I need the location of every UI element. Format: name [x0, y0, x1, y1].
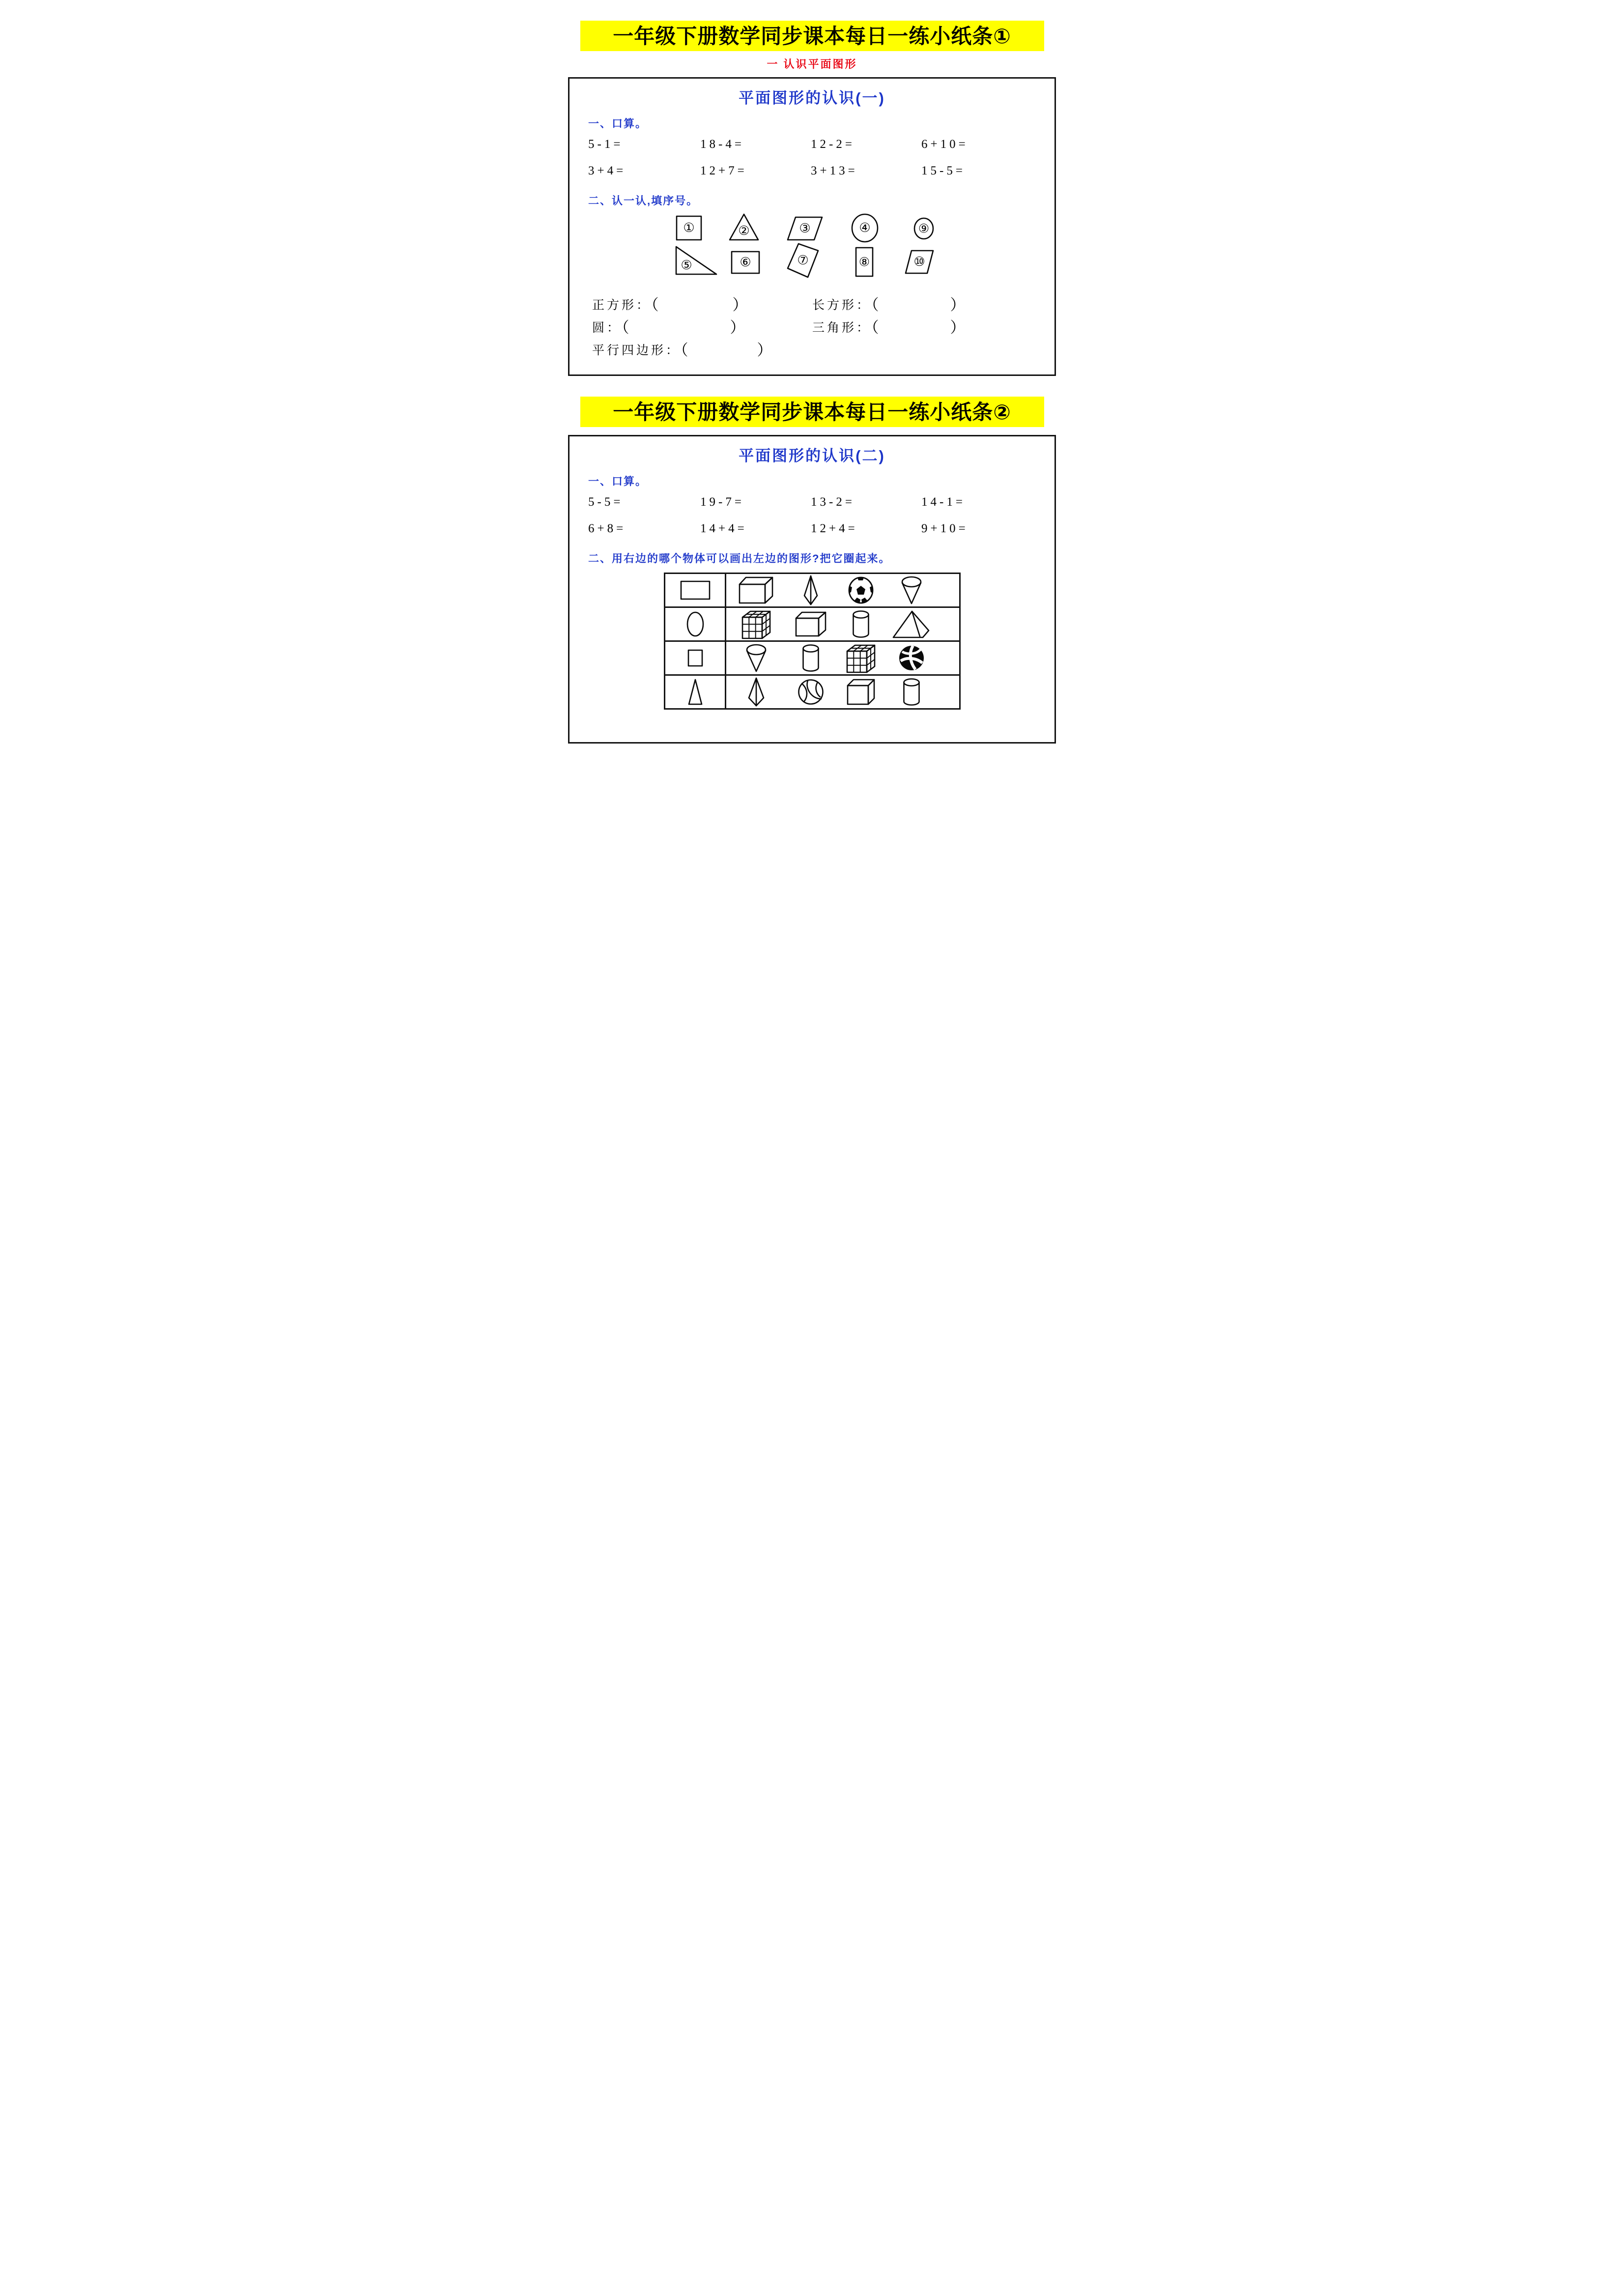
oral-problem: 12+7= [700, 164, 747, 177]
answer-label: 平行四边形： [592, 344, 681, 357]
numbered-shape-rectangle-outline [730, 250, 761, 275]
unit-subtitle: 一 认识平面图形 [767, 58, 857, 70]
answer-slot-circle [592, 315, 745, 337]
object-options-cell [726, 574, 959, 606]
sheet2-box [568, 435, 1056, 744]
paren-close: ） [730, 319, 745, 336]
oral-problem: 5-1= [588, 138, 624, 151]
soccer-ball-icon [848, 576, 874, 604]
answer-slot-triangle [812, 315, 966, 337]
numbered-shape-triangle-outline [728, 213, 760, 241]
banner-title-1: 一年级下册数学同步课本每日一练小纸条① [580, 21, 1044, 51]
table-row [665, 574, 959, 606]
target-shape-cell [665, 676, 726, 708]
object-cylinder [903, 678, 920, 706]
cylinder-icon [903, 678, 920, 706]
shape-number: ③ [799, 221, 811, 236]
cuboid-small-icon [795, 611, 826, 637]
object-triangular-prism [892, 610, 931, 638]
sheet1-answer-lines [570, 291, 1054, 359]
shape-number: ⑦ [797, 253, 809, 268]
paren-open: （ [681, 342, 688, 359]
target-shape-cell [665, 608, 726, 640]
numbered-shape-rotated-square-outline [786, 242, 820, 279]
numbered-shape-square-outline [675, 215, 703, 241]
sheet1-box [568, 77, 1056, 376]
cone-icon [744, 643, 768, 673]
target-shape-cell [665, 642, 726, 674]
answer-label: 长方形： [812, 299, 872, 312]
shape-number: ⑤ [681, 258, 692, 273]
object-cuboid-small [795, 611, 826, 637]
triangle-narrow-icon [687, 678, 703, 706]
object-cuboid [739, 576, 774, 604]
table-row [665, 674, 959, 708]
oral-problem: 6+10= [921, 138, 969, 151]
pyramid-top-icon [803, 575, 818, 605]
shape-number: ⑧ [858, 255, 870, 269]
basketball-icon [798, 679, 824, 705]
sheet1-title: 平面图形的认识(一) [739, 89, 885, 107]
shape-number: ⑩ [913, 255, 925, 269]
numbered-shape-parallelogram2-outline [904, 249, 935, 275]
answer-slot-square [592, 292, 748, 315]
numbered-shape-tall-rectangle-outline [855, 246, 874, 278]
cuboid-icon [739, 576, 774, 604]
paren-open: （ [871, 296, 879, 314]
shape-number: ④ [859, 221, 871, 235]
oral-problem: 3+4= [588, 164, 627, 177]
volleyball-icon [898, 645, 925, 671]
oral-math-row [570, 516, 1054, 543]
paren-open: （ [651, 296, 659, 314]
pyramid-top-wide-icon [748, 677, 765, 707]
answer-slot-parallelogram [592, 338, 772, 360]
rubik-cube-icon [846, 643, 876, 673]
square-small-icon [687, 649, 704, 667]
object-cylinder [852, 610, 870, 638]
shape-object-table [664, 573, 961, 710]
cylinder-icon [852, 610, 870, 638]
object-cylinder [802, 644, 820, 672]
oral-problem: 13-2= [811, 495, 855, 509]
worksheet-page [541, 0, 1083, 765]
answer-line-1 [570, 291, 1054, 314]
shape-number: ② [738, 224, 750, 238]
table-row [665, 640, 959, 674]
oral-problem: 5-5= [588, 495, 624, 509]
sheet1-oral-label: 一、口算。 [588, 117, 648, 130]
answer-line-2 [570, 314, 1054, 337]
sheet1-match-label: 二、认一认,填序号。 [588, 195, 699, 207]
oral-problem: 9+10= [921, 522, 969, 535]
answer-slot-rectangle [812, 292, 966, 315]
oral-problem: 12+4= [811, 522, 858, 535]
numbered-shape-right-triangle-outline [675, 245, 718, 276]
numbered-shape-parallelogram-outline [786, 216, 824, 241]
answer-label: 正方形： [592, 299, 652, 312]
object-options-cell [726, 608, 959, 640]
cone-icon [900, 575, 923, 605]
object-volleyball [898, 645, 925, 671]
oral-problem: 6+8= [588, 522, 627, 535]
sheet2-match-label: 二、用右边的哪个物体可以画出左边的图形?把它圈起来。 [588, 552, 891, 565]
oral-problem: 18-4= [700, 138, 744, 151]
paren-close: ） [950, 296, 966, 314]
sheet1-oral-problems [570, 132, 1054, 185]
cylinder-icon [802, 644, 820, 672]
oral-problem: 15-5= [921, 164, 966, 177]
sheet2-oral-label: 一、口算。 [588, 475, 648, 488]
numbered-shape-circle-outline [851, 213, 879, 243]
banner-title-2: 一年级下册数学同步课本每日一练小纸条② [580, 397, 1044, 427]
paren-close: ） [732, 296, 748, 314]
object-soccer-ball [848, 576, 874, 604]
object-pyramid-top-wide [748, 677, 765, 707]
paren-close: ） [950, 319, 966, 336]
target-shape-triangle-narrow [687, 678, 703, 706]
numbered-shape-double-circle-outline [913, 217, 935, 240]
shape-number: ⑨ [918, 221, 930, 236]
target-shape-cell [665, 574, 726, 606]
sheet2-title: 平面图形的认识(二) [739, 447, 885, 464]
object-basketball [798, 679, 824, 705]
oral-problem: 14-1= [921, 495, 966, 509]
oral-math-row [570, 158, 1054, 185]
rectangle-flat-icon [680, 580, 711, 600]
object-cone [900, 575, 923, 605]
cube-icon [847, 679, 875, 705]
oral-problem: 14+4= [700, 522, 747, 535]
triangular-prism-icon [892, 610, 931, 638]
answer-line-3 [570, 337, 1054, 359]
shape-number: ⑥ [740, 255, 751, 270]
table-row [665, 606, 959, 640]
shape-number: ① [683, 221, 695, 235]
oral-math-row [570, 132, 1054, 158]
oral-problem: 3+13= [811, 164, 858, 177]
sheet1-numbered-shapes [570, 213, 1054, 286]
oral-math-row [570, 489, 1054, 516]
target-shape-square-small [687, 649, 704, 667]
target-shape-ellipse-tall [686, 611, 705, 637]
oral-problem: 12-2= [811, 138, 855, 151]
object-cone [744, 643, 768, 673]
target-shape-rectangle-flat [680, 580, 711, 600]
object-rubik-cube [846, 643, 876, 673]
answer-label: 圆： [592, 321, 622, 335]
rubik-cube-icon [741, 609, 771, 639]
paren-open: （ [622, 319, 629, 336]
object-pyramid-top [803, 575, 818, 605]
object-options-cell [726, 642, 959, 674]
object-options-cell [726, 676, 959, 708]
object-rubik-cube [741, 609, 771, 639]
paren-open: （ [871, 319, 879, 336]
ellipse-tall-icon [686, 611, 705, 637]
sheet2-oral-problems [570, 489, 1054, 543]
paren-close: ） [757, 342, 772, 359]
answer-label: 三角形： [812, 321, 872, 335]
oral-problem: 19-7= [700, 495, 744, 509]
object-cube [847, 679, 875, 705]
